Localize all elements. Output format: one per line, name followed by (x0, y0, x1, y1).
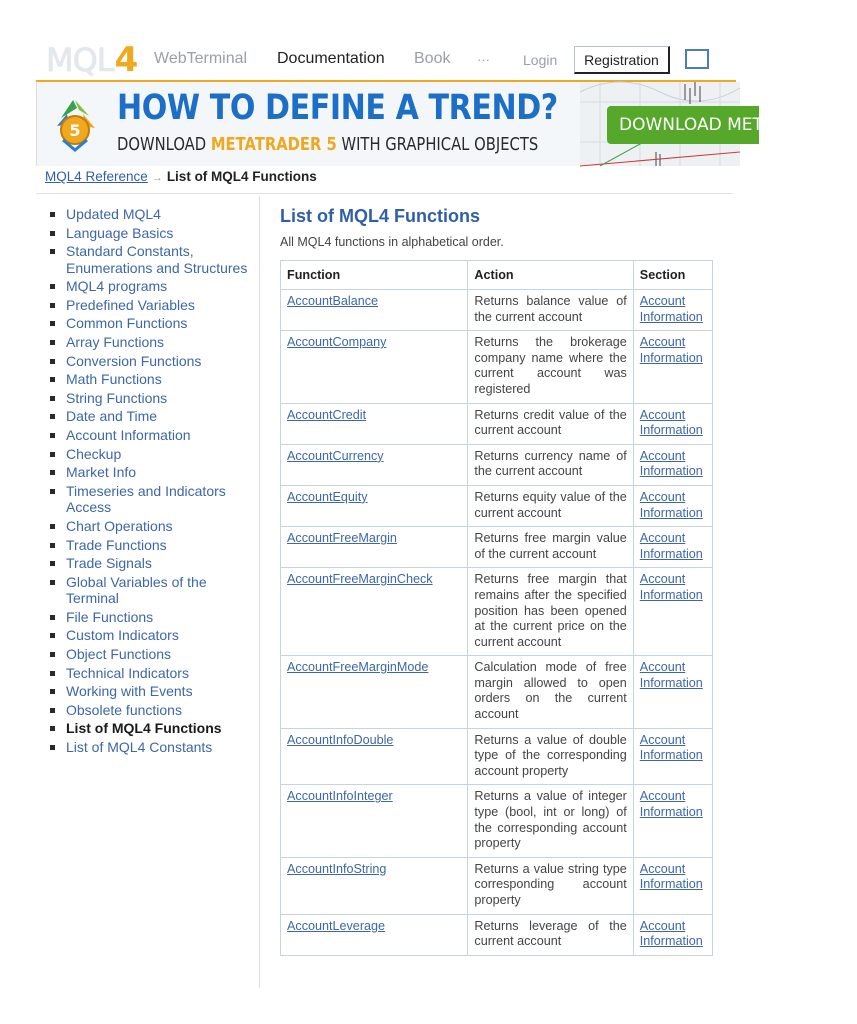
section-link[interactable]: Account Information (639, 335, 703, 365)
section-cell (633, 568, 712, 656)
column-header-action: Action (468, 261, 633, 290)
table-row (281, 290, 713, 331)
breadcrumb-mql4-reference[interactable]: MQL4 Reference (45, 169, 148, 184)
banner-title: HOW TO DEFINE A TREND? (117, 88, 558, 128)
action-cell: Returns equity value of the current account (468, 485, 633, 526)
function-link[interactable]: AccountInfoString (287, 861, 387, 876)
table-row (281, 785, 713, 857)
page-description: All MQL4 functions in alphabetical order. (280, 235, 504, 249)
sidebar-item[interactable]: Updated MQL4 (48, 206, 258, 223)
section-link[interactable]: Account Information (639, 918, 703, 949)
section-link[interactable]: Account Information (639, 789, 703, 820)
function-cell (281, 485, 468, 526)
table-row (281, 485, 713, 526)
sidebar-item[interactable]: Technical Indicators (48, 665, 258, 682)
sidebar-item[interactable]: Account Information (48, 427, 258, 444)
nav-documentation[interactable]: Documentation (277, 50, 385, 67)
banner-subtitle (117, 134, 538, 155)
action-cell: Returns balance value of the current account (468, 290, 633, 331)
breadcrumb-arrow-icon: → (151, 172, 163, 184)
table-row (281, 728, 713, 785)
promo-banner[interactable] (36, 82, 857, 166)
section-cell (633, 914, 712, 955)
mql4-logo[interactable] (46, 42, 138, 78)
breadcrumb (45, 169, 317, 184)
function-link[interactable]: AccountFreeMargin (287, 531, 397, 546)
sidebar-item[interactable]: Object Functions (48, 646, 258, 663)
banner-subtitle-post: WITH GRAPHICAL OBJECTS (336, 134, 539, 155)
sidebar-item[interactable]: Market Info (48, 464, 258, 481)
banner-subtitle-highlight: METATRADER 5 (210, 134, 337, 155)
sidebar-item[interactable]: Conversion Functions (48, 353, 258, 370)
action-cell: Returns free margin that remains after the specified position has been opened at the current price on the current account (468, 568, 633, 656)
section-link[interactable]: Account Information (639, 407, 703, 438)
section-link[interactable]: Account Information (639, 732, 703, 763)
sidebar-item[interactable]: Language Basics (48, 225, 258, 242)
section-link[interactable]: Account Information (639, 660, 703, 690)
banner-subtitle-pre: DOWNLOAD (117, 134, 211, 155)
function-cell (281, 403, 468, 444)
function-cell (281, 914, 468, 955)
section-link[interactable]: Account Information (639, 572, 703, 602)
table-row (281, 914, 713, 955)
breadcrumb-divider (36, 193, 733, 194)
function-cell (281, 656, 468, 728)
sidebar-item[interactable]: Custom Indicators (48, 627, 258, 644)
sidebar-divider (259, 196, 260, 988)
sidebar-item[interactable]: Standard Constants, Enumerations and Structures (48, 243, 258, 276)
function-cell (281, 728, 468, 785)
table-header-row (281, 261, 713, 290)
sidebar-list (48, 206, 258, 755)
sidebar-item[interactable]: Working with Events (48, 683, 258, 700)
function-link[interactable]: AccountFreeMarginMode (287, 660, 429, 675)
sidebar-item[interactable]: Chart Operations (48, 518, 258, 535)
nav-book[interactable]: Book (414, 50, 451, 67)
section-cell (633, 656, 712, 728)
section-link[interactable]: Account Information (639, 294, 703, 324)
functions-table-body (281, 290, 713, 956)
logo-text: MQL (46, 41, 114, 79)
download-metatrader-button[interactable]: DOWNLOAD METATRADER 5 (607, 106, 759, 144)
section-link[interactable]: Account Information (639, 448, 703, 479)
section-cell (633, 331, 712, 403)
function-link[interactable]: AccountEquity (287, 489, 368, 504)
function-cell (281, 331, 468, 403)
registration-button[interactable]: Registration (574, 46, 670, 74)
function-link[interactable]: AccountInfoDouble (287, 732, 394, 747)
logo-number: 4 (114, 40, 139, 80)
table-row (281, 403, 713, 444)
function-link[interactable]: AccountLeverage (287, 918, 386, 933)
section-cell (633, 857, 712, 914)
section-cell (633, 485, 712, 526)
action-cell: Returns the brokerage company name where the current account was registered (468, 331, 633, 403)
table-row (281, 527, 713, 568)
section-cell (633, 785, 712, 857)
metatrader-5-icon (53, 96, 97, 152)
function-link[interactable]: AccountCredit (287, 407, 367, 422)
table-row (281, 656, 713, 728)
action-cell: Calculation mode of free margin allowed to open orders on the current account (468, 656, 633, 728)
sidebar-item[interactable]: Math Functions (48, 371, 258, 388)
page-title: List of MQL4 Functions (280, 206, 480, 226)
section-link[interactable]: Account Information (639, 531, 703, 561)
section-cell (633, 728, 712, 785)
action-cell: Returns a value of double type of the corresponding account property (468, 728, 633, 785)
top-navigation (0, 0, 768, 82)
action-cell: Returns credit value of the current account (468, 403, 633, 444)
sidebar-item[interactable]: Global Variables of the Terminal (48, 574, 258, 607)
function-cell (281, 527, 468, 568)
sidebar-item[interactable]: File Functions (48, 609, 258, 626)
sidebar-item[interactable]: Common Functions (48, 315, 258, 332)
function-cell (281, 444, 468, 485)
sidebar-item[interactable]: Date and Time (48, 408, 258, 425)
menu-square-icon[interactable] (685, 49, 709, 69)
breadcrumb-current: List of MQL4 Functions (166, 169, 317, 184)
login-link[interactable]: Login (523, 52, 558, 68)
function-link[interactable]: AccountCurrency (287, 448, 384, 463)
function-cell (281, 568, 468, 656)
sidebar-item[interactable]: MQL4 programs (48, 278, 258, 295)
sidebar-item[interactable]: List of MQL4 Functions (48, 720, 258, 737)
function-link[interactable]: AccountBalance (287, 294, 379, 308)
nav-more[interactable]: ··· (477, 52, 490, 67)
icon-number: 5 (69, 121, 81, 140)
nav-webterminal[interactable]: WebTerminal (154, 50, 248, 67)
action-cell: Returns a value of integer type (bool, int or long) of the corresponding account property (468, 785, 633, 857)
main-content (280, 204, 720, 249)
sidebar-item[interactable]: Obsolete functions (48, 702, 258, 719)
section-cell (633, 444, 712, 485)
sidebar-nav (48, 206, 258, 758)
table-row (281, 857, 713, 914)
column-header-function: Function (281, 261, 468, 290)
action-cell: Returns currency name of the current account (468, 444, 633, 485)
sidebar-item[interactable]: Array Functions (48, 334, 258, 351)
function-link[interactable]: AccountInfoInteger (287, 789, 393, 804)
section-link[interactable]: Account Information (639, 861, 703, 892)
functions-table (280, 260, 713, 956)
function-cell (281, 857, 468, 914)
table-row (281, 331, 713, 403)
sidebar-item[interactable]: Checkup (48, 446, 258, 463)
sidebar-item[interactable]: Timeseries and Indicators Access (48, 483, 258, 516)
action-cell: Returns free margin value of the current account (468, 527, 633, 568)
sidebar-item[interactable]: List of MQL4 Constants (48, 739, 258, 756)
sidebar-item[interactable]: Trade Signals (48, 555, 258, 572)
function-link[interactable]: AccountCompany (287, 335, 387, 350)
table-row (281, 568, 713, 656)
section-cell (633, 527, 712, 568)
function-cell (281, 785, 468, 857)
section-cell (633, 290, 712, 331)
section-cell (633, 403, 712, 444)
action-cell: Returns a value string type corresponding account property (468, 857, 633, 914)
sidebar-item[interactable]: Trade Functions (48, 537, 258, 554)
section-link[interactable]: Account Information (639, 489, 703, 520)
sidebar-item[interactable]: Predefined Variables (48, 297, 258, 314)
column-header-section: Section (633, 261, 712, 290)
table-row (281, 444, 713, 485)
action-cell: Returns leverage of the current account (468, 914, 633, 955)
function-cell (281, 290, 468, 331)
function-link[interactable]: AccountFreeMarginCheck (287, 572, 433, 587)
sidebar-item[interactable]: String Functions (48, 390, 258, 407)
